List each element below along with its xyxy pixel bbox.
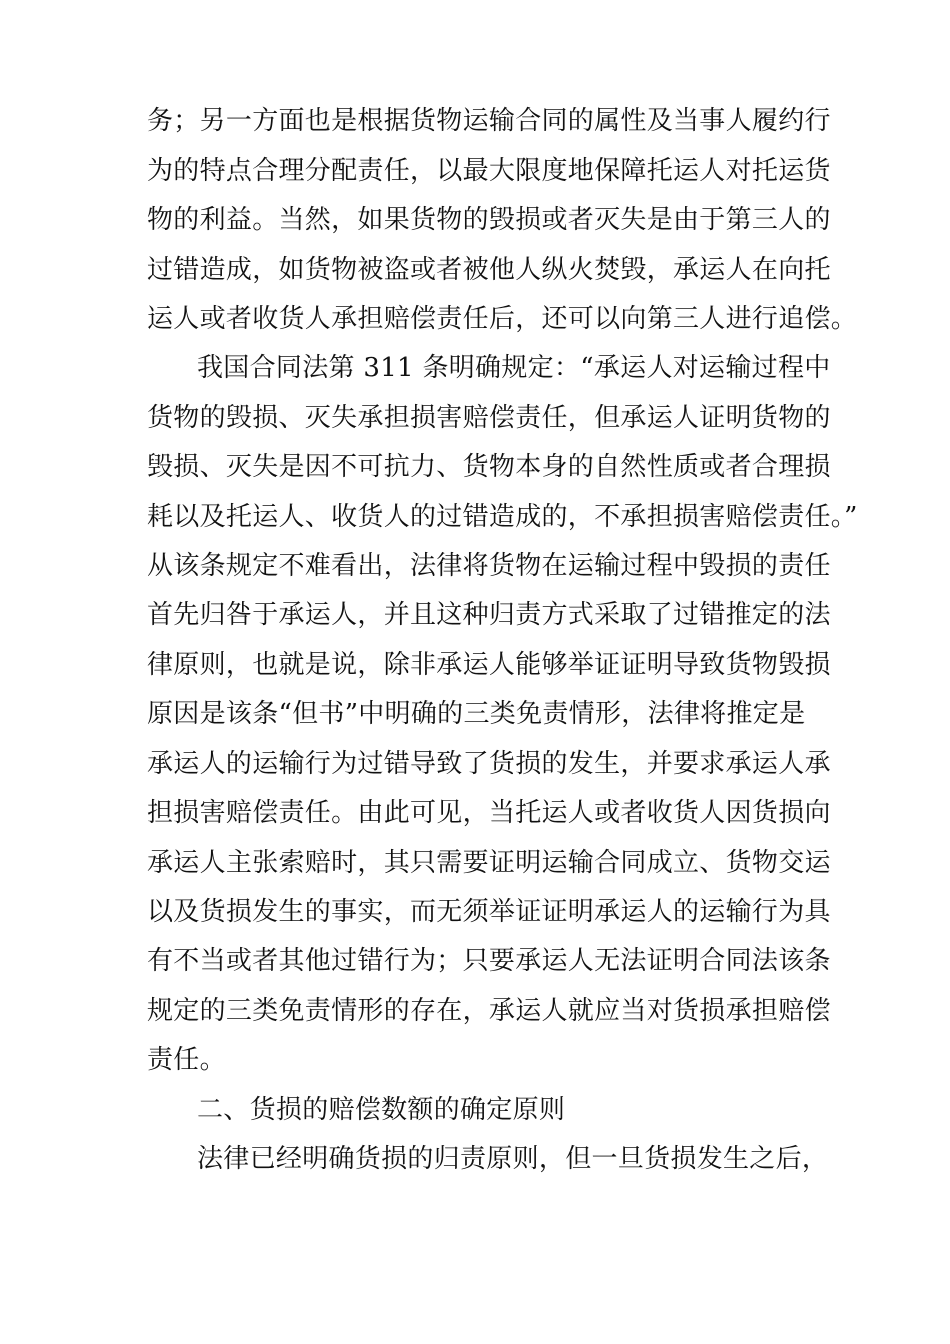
text-line: 毁损、灭失是因不可抗力、货物本身的自然性质或者合理损 [147,452,831,482]
text-line: 务；另一方面也是根据货物运输合同的属性及当事人履约行 [147,106,831,136]
text-line: 首先归咎于承运人，并且这种归责方式采取了过错推定的法 [147,600,831,630]
paragraph-start-line: 我国合同法第 311 条明确规定：“承运人对运输过程中 [197,353,831,383]
text-line: 规定的三类免责情形的存在，承运人就应当对货损承担赔偿 [147,996,831,1026]
text-line: 耗以及托运人、收货人的过错造成的，不承担损害赔偿责任。” [147,502,858,532]
text-line: 承运人的运输行为过错导致了货损的发生，并要求承运人承 [147,749,831,779]
text-line: 运人或者收货人承担赔偿责任后，还可以向第三人进行追偿。 [147,304,858,334]
text-line: 从该条规定不难看出，法律将货物在运输过程中毁损的责任 [147,551,831,581]
text-line: 物的利益。当然，如果货物的毁损或者灭失是由于第三人的 [147,205,831,235]
text-line: 承运人主张索赔时，其只需要证明运输合同成立、货物交运 [147,848,831,878]
text-line: 为的特点合理分配责任，以最大限度地保障托运人对托运货 [147,156,831,186]
text-line: 律原则，也就是说，除非承运人能够举证证明导致货物毁损 [147,650,831,680]
section-heading: 二、货损的赔偿数额的确定原则 [197,1095,566,1125]
text-line: 担损害赔偿责任。由此可见，当托运人或者收货人因货损向 [147,798,831,828]
text-line: 有不当或者其他过错行为；只要承运人无法证明合同法该条 [147,946,831,976]
text-line: 以及货损发生的事实，而无须举证证明承运人的运输行为具 [147,897,831,927]
text-line: 货物的毁损、灭失承担损害赔偿责任，但承运人证明货物的 [147,403,831,433]
text-line: 责任。 [147,1045,226,1075]
text-line: 过错造成，如货物被盗或者被他人纵火焚毁，承运人在向托 [147,255,831,285]
paragraph-start-line: 法律已经明确货损的归责原则，但一旦货损发生之后， [197,1144,829,1174]
text-line: 原因是该条“但书”中明确的三类免责情形，法律将推定是 [147,699,806,729]
